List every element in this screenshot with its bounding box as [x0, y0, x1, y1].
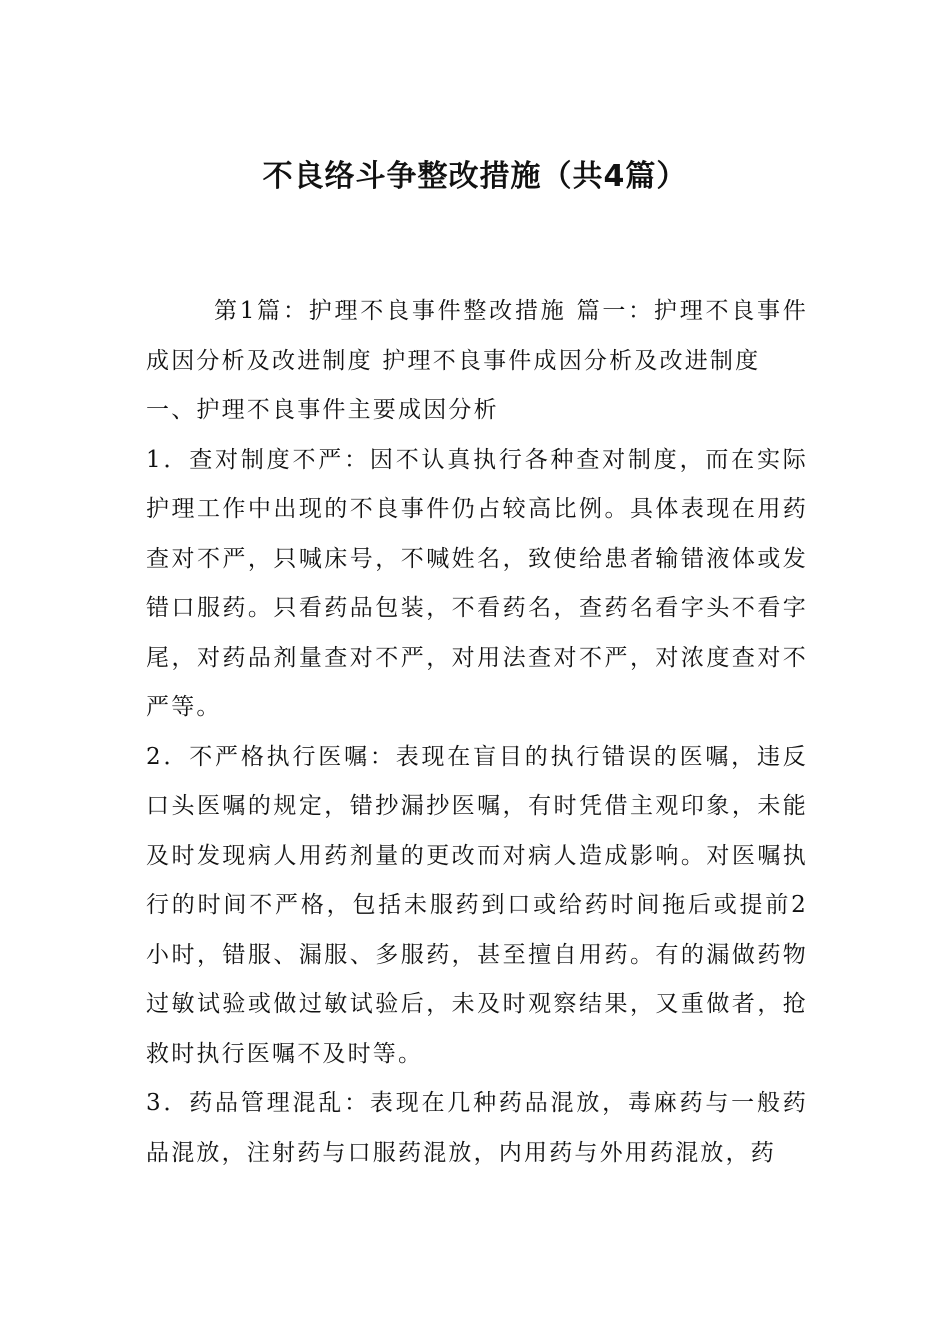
paragraph-item-3: 3．药品管理混乱：表现在几种药品混放，毒麻药与一般药品混放，注射药与口服药混放，内用药与外用药混放，药 [146, 1090, 808, 1166]
document-body [146, 287, 808, 1178]
paragraph-item-2: 2．不严格执行医嘱：表现在盲目的执行错误的医嘱，违反口头医嘱的规定，错抄漏抄医嘱，有时凭借主观印象，未能及时发现病人用药剂量的更改而对病人造成影响。对医嘱执行的时间不严格，包括未服药到口或给药时间拖后或提前2小时，错服、漏服、多服药，甚至擅自用药。有的漏做药物过敏试验或做过敏试验后，未及时观察结果，又重做者，抢救时执行医嘱不及时等。 [146, 743, 808, 1067]
document-title: 不良络斗争整改措施（共4篇） [262, 159, 688, 194]
section-heading: 一、护理不良事件主要成因分析 [146, 397, 499, 423]
paragraph-intro: 第1篇：护理不良事件整改措施 篇一：护理不良事件成因分析及改进制度 护理不良事件成因分析及改进制度 [146, 298, 808, 374]
paragraph-item-1: 1．查对制度不严：因不认真执行各种查对制度，而在实际护理工作中出现的不良事件仍占较高比例。具体表现在用药查对不严，只喊床号，不喊姓名，致使给患者输错液体或发错口服药。只看药品包装，不看药名，查药名看字头不看字尾，对药品剂量查对不严，对用法查对不严，对浓度查对不严等。 [146, 446, 808, 720]
